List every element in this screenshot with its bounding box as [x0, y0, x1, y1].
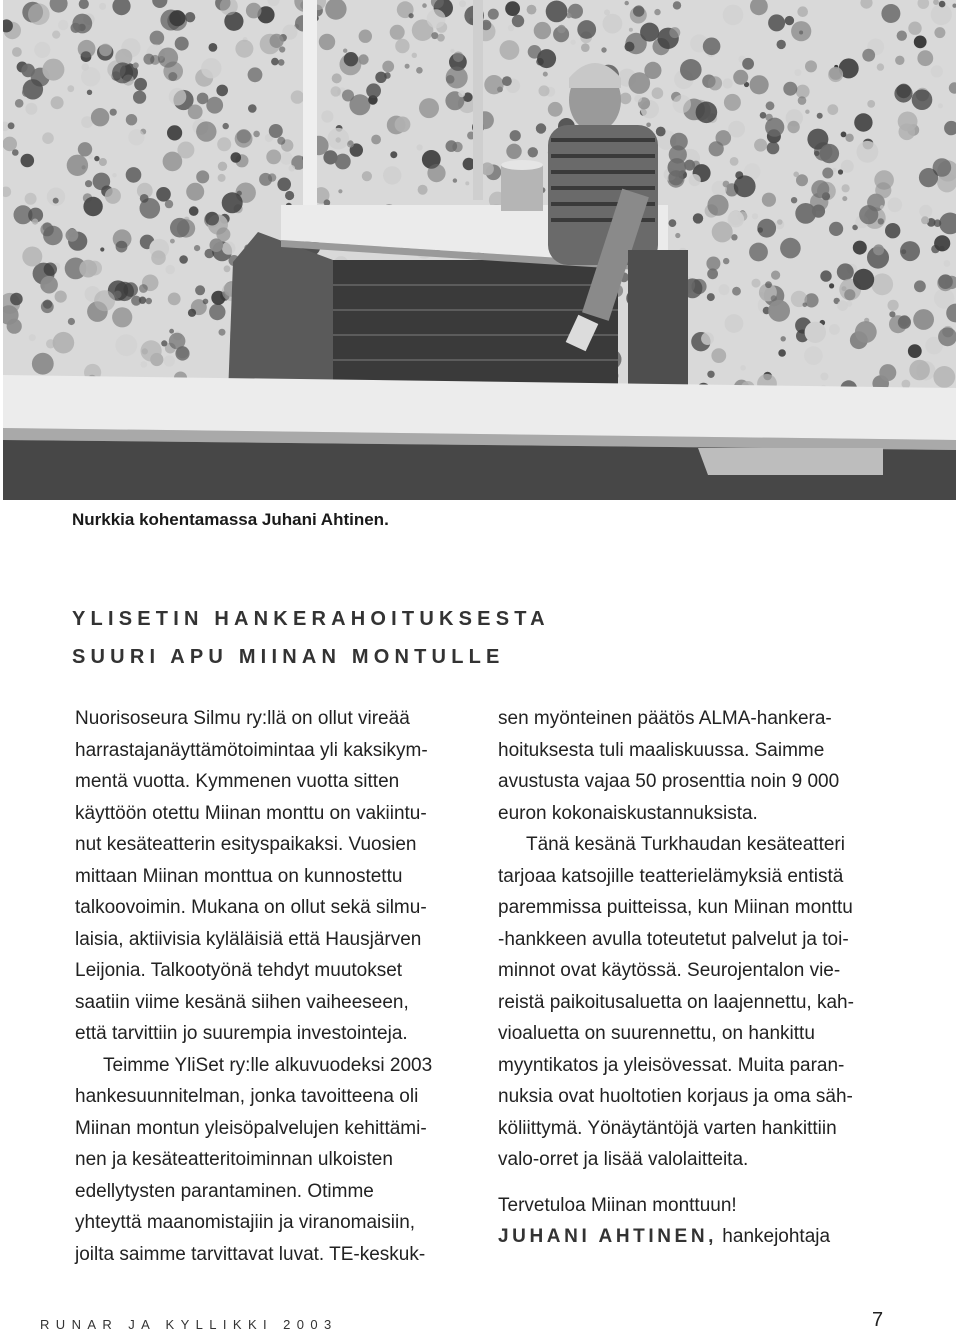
paragraph-1: [75, 703, 475, 1050]
article-column-left: [75, 703, 475, 1270]
text-line: nut kesäteatterin esityspaikaksi. Vuosien: [75, 834, 417, 855]
text-line: mittaan Miinan monttua on kunnostettu: [75, 865, 403, 887]
text-line: Tänä kesänä Turkhaudan kesäteatteri: [526, 834, 845, 855]
text-line: hoituksesta tuli maaliskuussa. Saimme: [498, 739, 825, 761]
text-line: euron kokonaiskustannuksista.: [498, 802, 758, 824]
photo-man-painting-outhouse-roof-icon: [3, 0, 956, 500]
paragraph-3: [498, 829, 918, 1176]
text-line: reistä paikoitusaluetta on laajennettu, kah-: [498, 991, 854, 1013]
article-headline: [72, 600, 550, 676]
text-line: yhteyttä maanomistajiin ja viranomaisiin,: [75, 1212, 416, 1233]
photo-caption: Nurkkia kohentamassa Juhani Ahtinen.: [72, 510, 389, 529]
text-line: valo-orret ja lisää valolaitteita.: [498, 1149, 749, 1170]
text-line: nen ja kesäteatteritoiminnan ulkoisten: [75, 1149, 393, 1170]
text-line: käyttöön otettu Miinan monttu on vakiintu-: [75, 802, 427, 824]
text-line: nuksia ovat huoltotien korjaus ja oma säh-: [498, 1086, 853, 1107]
text-line: myyntikatos ja yleisövessat. Muita paran-: [498, 1054, 845, 1076]
text-line: hankesuunnitelman, jonka tavoitteena oli: [75, 1086, 419, 1107]
article-photo: [3, 0, 956, 500]
text-line: harrastajanäyttämötoimintaa yli kaksikym-: [75, 739, 428, 761]
text-line: laisia, aktiivisia kyläläisiä että Hausjärven: [75, 928, 422, 950]
text-line: tarjoaa katsojille teatterielämyksiä entistä: [498, 865, 844, 887]
signature: [498, 1221, 918, 1253]
publication-footer: RUNAR JA KYLLIKKI 2003: [40, 1317, 338, 1332]
text-line: Nuorisoseura Silmu ry:llä on ollut vireää: [75, 708, 410, 729]
text-line: että tarvittiin jo suurempia investointeja.: [75, 1023, 408, 1044]
text-line: Leijonia. Talkootyönä tehdyt muutokset: [75, 960, 403, 981]
paragraph-2-continued: [498, 703, 918, 829]
text-line: köliittymä. Yönäytäntöjä varten hankittiin: [498, 1117, 837, 1139]
paragraph-2: [75, 1050, 475, 1271]
author-name: JUHANI AHTINEN,: [498, 1226, 718, 1247]
closing-line: Tervetuloa Miinan monttuun!: [498, 1194, 737, 1216]
headline-line-2: SUURI APU MIINAN MONTULLE: [72, 646, 505, 668]
text-line: talkoovoimin. Mukana on ollut sekä silmu-: [75, 897, 427, 918]
text-line: mentä vuotta. Kymmenen vuotta sitten: [75, 771, 400, 792]
text-line: Miinan montun yleisöpalvelujen kehittämi-: [75, 1117, 427, 1139]
text-line: sen myönteinen päätös ALMA-hankera-: [498, 708, 832, 729]
text-line: joilta saimme tarvittavat luvat. TE-keskuk-: [75, 1243, 426, 1265]
text-line: edellytysten parantaminen. Otimme: [75, 1180, 374, 1202]
text-line: -hankkeen avulla toteutetut palvelut ja toi-: [498, 928, 849, 950]
text-line: Teimme YliSet ry:lle alkuvuodeksi 2003: [103, 1054, 433, 1076]
headline-line-1: YLISETIN HANKERAHOITUKSESTA: [72, 608, 550, 630]
text-line: vioaluetta on suurennettu, on hankittu: [498, 1023, 815, 1044]
text-line: avustusta vajaa 50 prosenttia noin 9 000: [498, 771, 840, 792]
page-number: 7: [872, 1309, 884, 1331]
text-line: saatiin viime kesänä siihen vaiheeseen,: [75, 991, 409, 1013]
article-column-right: [498, 703, 918, 1253]
author-role: hankejohtaja: [717, 1226, 831, 1247]
text-line: minnot ovat käytössä. Seurojentalon vie-: [498, 960, 841, 981]
text-line: paremmissa puitteissa, kun Miinan monttu: [498, 897, 853, 918]
